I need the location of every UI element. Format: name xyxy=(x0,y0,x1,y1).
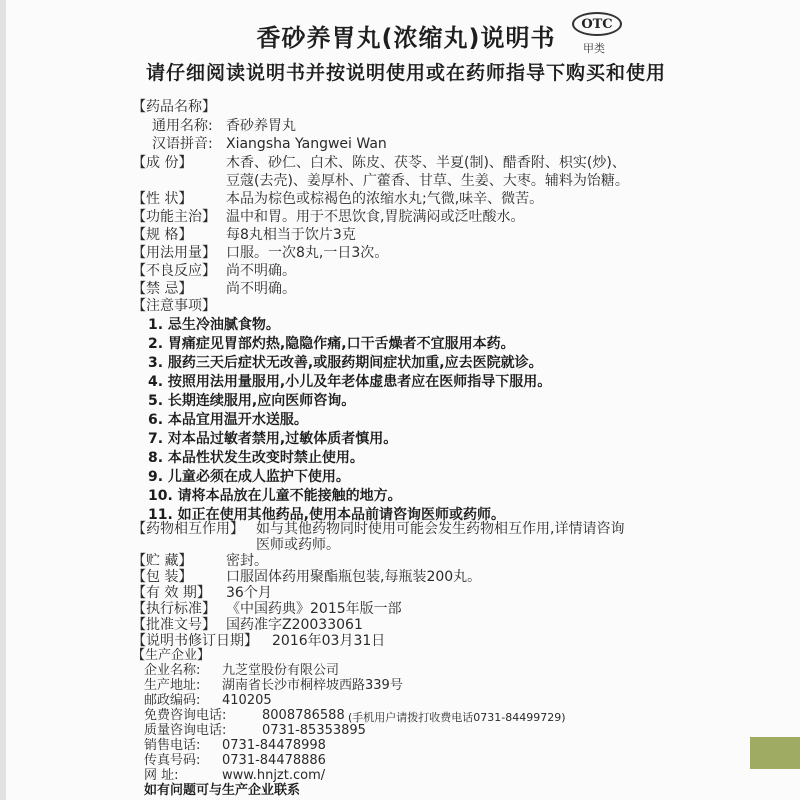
manufacturer-heading: 【生产企业】 xyxy=(132,648,211,663)
quality-value: 0731-85353895 xyxy=(262,723,366,738)
specification-value: 每8丸相当于饮片3克 xyxy=(226,227,356,243)
approval-value: 国药准字Z20033061 xyxy=(226,617,363,633)
address-value: 湖南省长沙市桐梓坡西路339号 xyxy=(222,678,403,693)
company-name-label: 企业名称: xyxy=(144,663,201,678)
leaflet-sheet: 香砂养胃丸(浓缩丸)说明书 OTC 甲类 请仔细阅读说明书并按说明使用或在药师指导下购买和使用 【药品名称】 通用名称: 香砂养胃丸 汉语拼音: Xiangsha Yangwei Wan 【成 份】 木香、砂仁、白术、陈皮、茯苓、半夏(制)、醋香附、枳实(炒)、 豆蔻(去壳)、姜厚朴、广藿香、甘草、生姜、大枣。辅料为饴糖。 【性 状】 本品为棕色或棕褐色的浓缩水丸;气微,味辛、微苦。 【功能主治】 温中和胃。用于不思饮食,胃脘满闷或泛吐酸水。 【规 格】 每8丸相当于饮片3克 【用法用量】 口服。一次8丸,一日3次。 【不良反应】 尚不明确。 【禁 忌】 尚不明确。 【注意事项】 1. 忌生冷油腻食物。 2. 胃痛症见胃部灼热,隐隐作痛,口干舌燥者不宜服用本药。 3. 服药三天后症状无改善,或服药期间症状加重,应去医院就诊。 4. 按照用法用量服用,小儿及年老体虚患者应在医师指导下服用。 5. 长期连续服用,应向医师咨询。 6. 本品宜用温开水送服。 7. 对本品过敏者禁用,过敏体质者慎用。 8. 本品性状发生改变时禁止使用。 9. 儿童必须在成人监护下使用。 10. 请将本品放在儿童不能接触的地方。 11. 如正在使用其他药品,使用本品前请咨询医师或药师。 【药物相互作用】 如与其他药物同时使用可能会发生药物相互作用,详情请咨询 医师或药师。 【贮 藏】 密封。 【包 装】 口服固体药用聚酯瓶包装,每瓶装200丸。 【有 效 期】 36个月 【执行标准】 《中国药典》2015年版一部 【批准文号】 国药准字Z20033061 【说明书修订日期】 2016年03月31日 【生产企业】 企业名称: 九芝堂股份有限公司 生产地址: 湖南省长沙市桐梓坡西路339号 邮政编码: 410205 免费咨询电话: 8008786588 (手机用户请拨打收费电话0731-84499729) 质量咨询电话: 0731-85353895 销售电话: 0731-84478998 传真号码: 0731-84478886 网 址: www.hnjzt.com/ 如有问题可与生产企业联系 xyxy=(0,0,800,800)
sales-value: 0731-84478998 xyxy=(222,738,326,753)
document-subtitle: 请仔细阅读说明书并按说明使用或在药师指导下购买和使用 xyxy=(145,62,666,84)
fax-label: 传真号码: xyxy=(144,753,201,768)
generic-name-value: 香砂养胃丸 xyxy=(226,118,296,134)
sales-label: 销售电话: xyxy=(144,738,201,753)
hotline-label: 免费咨询电话: xyxy=(144,708,227,723)
hotline-value: 8008786588 xyxy=(262,708,345,723)
drug-name-heading: 【药品名称】 xyxy=(132,99,216,115)
document-title: 香砂养胃丸(浓缩丸)说明书 xyxy=(256,24,556,52)
revision-value: 2016年03月31日 xyxy=(272,633,386,649)
company-name-value: 九芝堂股份有限公司 xyxy=(222,663,340,678)
standard-value: 《中国药典》2015年版一部 xyxy=(226,601,402,617)
website-row-value: www.hnjzt.com/ xyxy=(222,768,326,783)
standard-label: 【执行标准】 xyxy=(132,601,216,617)
pinyin-label: 汉语拼音: xyxy=(152,136,213,152)
contraindications-value: 尚不明确。 xyxy=(226,281,296,297)
postcode-value: 410205 xyxy=(222,693,272,708)
revision-label: 【说明书修订日期】 xyxy=(132,633,258,649)
dosage-value: 口服。一次8丸,一日3次。 xyxy=(226,245,389,261)
adverse-label: 【不良反应】 xyxy=(132,263,216,279)
ingredients-line-2: 豆蔻(去壳)、姜厚朴、广藿香、甘草、生姜、大枣。辅料为饴糖。 xyxy=(226,173,629,189)
ingredients-label: 【成 份】 xyxy=(132,155,193,171)
properties-label: 【性 状】 xyxy=(132,191,193,207)
interactions-label: 【药物相互作用】 xyxy=(132,521,244,537)
adverse-value: 尚不明确。 xyxy=(226,263,296,279)
contraindications-label: 【禁 忌】 xyxy=(132,281,193,297)
storage-value: 密封。 xyxy=(226,553,268,569)
storage-label: 【贮 藏】 xyxy=(132,553,193,569)
website-row-label: 网 址: xyxy=(144,768,179,783)
indications-value: 温中和胃。用于不思饮食,胃脘满闷或泛吐酸水。 xyxy=(226,209,525,225)
indications-label: 【功能主治】 xyxy=(132,209,216,225)
quality-label: 质量咨询电话: xyxy=(144,723,227,738)
validity-label: 【有 效 期】 xyxy=(132,585,211,601)
specification-label: 【规 格】 xyxy=(132,227,193,243)
contact-note-row-text: 如有问题可与生产企业联系 xyxy=(144,783,301,798)
postcode-label: 邮政编码: xyxy=(144,693,201,708)
precautions-heading: 【注意事项】 xyxy=(132,298,216,314)
ingredients-line-1: 木香、砂仁、白术、陈皮、茯苓、半夏(制)、醋香附、枳实(炒)、 xyxy=(226,155,626,171)
properties-value: 本品为棕色或棕褐色的浓缩水丸;气微,味辛、微苦。 xyxy=(226,191,544,207)
dosage-label: 【用法用量】 xyxy=(132,245,216,261)
interactions-line-1: 如与其他药物同时使用可能会发生药物相互作用,详情请咨询 xyxy=(256,521,625,537)
pinyin-value: Xiangsha Yangwei Wan xyxy=(226,136,387,152)
interactions-line-2: 医师或药师。 xyxy=(256,537,340,553)
package-value: 口服固体药用聚酯瓶包装,每瓶装200丸。 xyxy=(226,569,482,585)
address-label: 生产地址: xyxy=(144,678,201,693)
hotline-note: (手机用户请拨打收费电话0731-84499729) xyxy=(348,711,566,724)
generic-name-label: 通用名称: xyxy=(152,118,213,134)
otc-class-label: 甲类 xyxy=(583,42,605,55)
package-label: 【包 装】 xyxy=(132,569,193,585)
approval-label: 【批准文号】 xyxy=(132,617,216,633)
validity-value: 36个月 xyxy=(226,585,272,601)
otc-badge: OTC xyxy=(572,12,622,36)
color-swatch xyxy=(750,737,800,769)
fax-value: 0731-84478886 xyxy=(222,753,326,768)
